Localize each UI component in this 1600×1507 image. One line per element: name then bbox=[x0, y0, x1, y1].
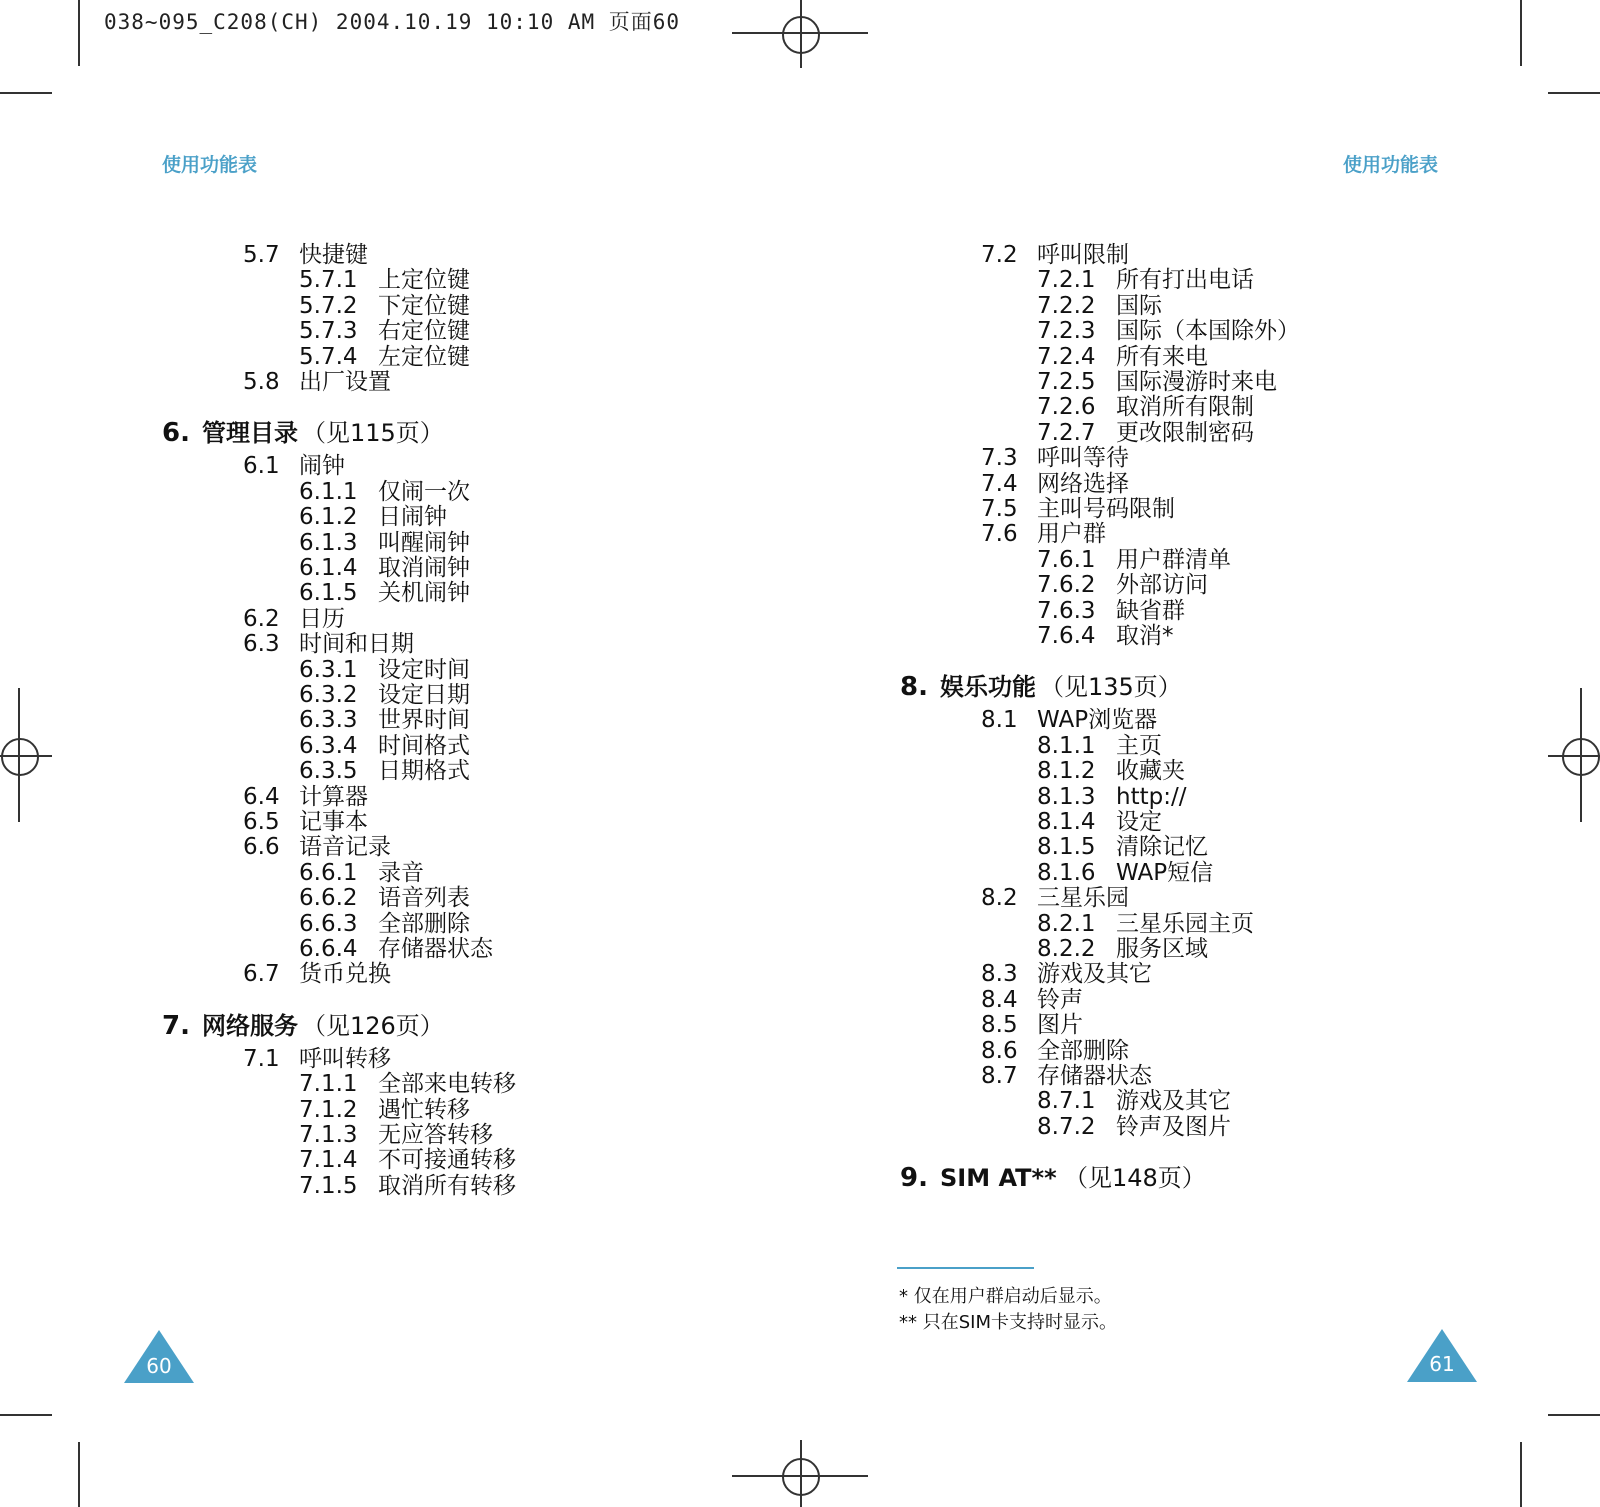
menu-label: 三星乐园 bbox=[1037, 885, 1129, 911]
crop-mark bbox=[1548, 1414, 1600, 1416]
crop-mark bbox=[78, 1442, 80, 1507]
footnote: * 仅在用户群启动后显示。 bbox=[899, 1286, 1112, 1307]
menu-number: 6.3.1 bbox=[299, 657, 358, 683]
menu-number: 7.2.5 bbox=[1037, 369, 1096, 395]
menu-label: 取消* bbox=[1116, 623, 1174, 649]
menu-label: 用户群清单 bbox=[1116, 547, 1231, 573]
menu-label: 国际漫游时来电 bbox=[1116, 369, 1277, 395]
crop-mark bbox=[0, 92, 52, 94]
registration-mark-circle bbox=[1, 738, 39, 776]
menu-label: 用户群 bbox=[1037, 521, 1106, 547]
menu-label: WAP浏览器 bbox=[1037, 707, 1158, 733]
menu-number: 8.7.1 bbox=[1037, 1088, 1096, 1114]
menu-label: 设定 bbox=[1116, 809, 1162, 835]
menu-number: 7.5 bbox=[981, 496, 1018, 522]
menu-label: 出厂设置 bbox=[299, 369, 391, 395]
menu-label: 日闹钟 bbox=[378, 504, 447, 530]
print-header: 038~095_C208(CH) 2004.10.19 10:10 AM 页面60 bbox=[104, 10, 681, 34]
menu-label: 呼叫转移 bbox=[299, 1046, 391, 1072]
menu-label: 服务区域 bbox=[1116, 936, 1208, 962]
menu-number: 6.1.2 bbox=[299, 504, 358, 530]
menu-number: 6.6.4 bbox=[299, 936, 358, 962]
menu-label: 语音记录 bbox=[299, 834, 391, 860]
menu-label: 主叫号码限制 bbox=[1037, 496, 1175, 522]
menu-number: 6.3 bbox=[243, 631, 280, 657]
menu-number: 7.2.7 bbox=[1037, 420, 1096, 446]
menu-label: 网络服务 bbox=[202, 1012, 298, 1040]
menu-number: 6. bbox=[162, 418, 190, 448]
menu-label: 主页 bbox=[1116, 733, 1162, 759]
menu-label: WAP短信 bbox=[1116, 860, 1214, 886]
menu-label: 语音列表 bbox=[378, 885, 470, 911]
menu-number: 7.1.1 bbox=[299, 1071, 358, 1097]
menu-label: 叫醒闹钟 bbox=[378, 530, 470, 556]
menu-label: 图片 bbox=[1037, 1012, 1083, 1038]
crop-mark bbox=[0, 1414, 52, 1416]
menu-label: 货币兑换 bbox=[299, 961, 391, 987]
menu-label: SIM AT** bbox=[940, 1164, 1057, 1192]
menu-label: 左定位键 bbox=[378, 344, 470, 370]
menu-number: 7.6.1 bbox=[1037, 547, 1096, 573]
menu-number: 5.8 bbox=[243, 369, 280, 395]
menu-number: 8.1.1 bbox=[1037, 733, 1096, 759]
menu-label: http:// bbox=[1116, 784, 1187, 810]
menu-label: 设定时间 bbox=[378, 657, 470, 683]
menu-label: 网络选择 bbox=[1037, 471, 1129, 497]
menu-label: 时间格式 bbox=[378, 733, 470, 759]
menu-label: 记事本 bbox=[299, 809, 368, 835]
menu-number: 6.6.2 bbox=[299, 885, 358, 911]
menu-number: 8.2.2 bbox=[1037, 936, 1096, 962]
menu-number: 6.6.1 bbox=[299, 860, 358, 886]
registration-mark-circle bbox=[782, 1458, 820, 1496]
menu-number: 7.2 bbox=[981, 242, 1018, 268]
menu-number: 7.1 bbox=[243, 1046, 280, 1072]
menu-label: 三星乐园主页 bbox=[1116, 911, 1254, 937]
menu-number: 5.7.2 bbox=[299, 293, 358, 319]
menu-label: 管理目录 bbox=[202, 419, 298, 447]
menu-number: 6.4 bbox=[243, 784, 280, 810]
menu-number: 7.6.4 bbox=[1037, 623, 1096, 649]
menu-label: 取消闹钟 bbox=[378, 555, 470, 581]
page-reference: （见115页） bbox=[302, 419, 444, 447]
menu-number: 7.2.1 bbox=[1037, 267, 1096, 293]
menu-number: 7.2.4 bbox=[1037, 344, 1096, 370]
menu-number: 7.1.3 bbox=[299, 1122, 358, 1148]
section-title-right: 使用功能表 bbox=[1343, 154, 1439, 176]
menu-number: 8.1.4 bbox=[1037, 809, 1096, 835]
menu-label: 日期格式 bbox=[378, 758, 470, 784]
menu-label: 外部访问 bbox=[1116, 572, 1208, 598]
menu-number: 8.1 bbox=[981, 707, 1018, 733]
page-number-right: 61 bbox=[1429, 1352, 1455, 1376]
menu-number: 8.1.6 bbox=[1037, 860, 1096, 886]
menu-label: 遇忙转移 bbox=[378, 1097, 470, 1123]
menu-number: 7.4 bbox=[981, 471, 1018, 497]
menu-number: 7.2.6 bbox=[1037, 394, 1096, 420]
menu-number: 8.7 bbox=[981, 1063, 1018, 1089]
menu-number: 7.2.3 bbox=[1037, 318, 1096, 344]
menu-number: 6.3.2 bbox=[299, 682, 358, 708]
page-number-left: 60 bbox=[146, 1354, 172, 1378]
menu-number: 6.1.4 bbox=[299, 555, 358, 581]
menu-number: 7.1.2 bbox=[299, 1097, 358, 1123]
menu-number: 8.1.3 bbox=[1037, 784, 1096, 810]
menu-label: 全部删除 bbox=[1037, 1038, 1129, 1064]
menu-number: 7.3 bbox=[981, 445, 1018, 471]
menu-number: 8.5 bbox=[981, 1012, 1018, 1038]
menu-number: 5.7 bbox=[243, 242, 280, 268]
menu-label: 全部删除 bbox=[378, 911, 470, 937]
crop-mark bbox=[78, 0, 80, 66]
menu-label: 缺省群 bbox=[1116, 598, 1185, 624]
menu-label: 世界时间 bbox=[378, 707, 470, 733]
menu-number: 7.1.4 bbox=[299, 1147, 358, 1173]
menu-number: 7.6.3 bbox=[1037, 598, 1096, 624]
menu-label: 关机闹钟 bbox=[378, 580, 470, 606]
menu-label: 不可接通转移 bbox=[378, 1147, 516, 1173]
page-reference: （见126页） bbox=[302, 1012, 444, 1040]
menu-number: 6.1.1 bbox=[299, 479, 358, 505]
menu-number: 6.6 bbox=[243, 834, 280, 860]
footnote-divider bbox=[897, 1267, 1034, 1269]
menu-label: 铃声及图片 bbox=[1116, 1114, 1231, 1140]
menu-number: 8.2 bbox=[981, 885, 1018, 911]
menu-number: 8.7.2 bbox=[1037, 1114, 1096, 1140]
menu-label: 游戏及其它 bbox=[1037, 961, 1152, 987]
menu-label: 所有打出电话 bbox=[1116, 267, 1254, 293]
menu-number: 6.1.3 bbox=[299, 530, 358, 556]
menu-number: 6.3.5 bbox=[299, 758, 358, 784]
menu-number: 6.7 bbox=[243, 961, 280, 987]
menu-label: 时间和日期 bbox=[299, 631, 414, 657]
menu-label: 取消所有转移 bbox=[378, 1173, 516, 1199]
menu-label: 呼叫限制 bbox=[1037, 242, 1129, 268]
menu-label: 下定位键 bbox=[378, 293, 470, 319]
menu-number: 6.3.3 bbox=[299, 707, 358, 733]
menu-label: 更改限制密码 bbox=[1116, 420, 1254, 446]
menu-number: 7.6.2 bbox=[1037, 572, 1096, 598]
crop-mark bbox=[1520, 0, 1522, 66]
menu-label: 取消所有限制 bbox=[1116, 394, 1254, 420]
menu-label: 国际 bbox=[1116, 293, 1162, 319]
menu-label: 无应答转移 bbox=[378, 1122, 493, 1148]
crop-mark bbox=[1520, 1442, 1522, 1507]
menu-number: 8.1.2 bbox=[1037, 758, 1096, 784]
menu-number: 5.7.4 bbox=[299, 344, 358, 370]
menu-label: 设定日期 bbox=[378, 682, 470, 708]
menu-label: 铃声 bbox=[1037, 987, 1083, 1013]
footnote: ** 只在SIM卡支持时显示。 bbox=[899, 1312, 1117, 1333]
menu-number: 7.6 bbox=[981, 521, 1018, 547]
menu-label: 闹钟 bbox=[299, 453, 345, 479]
menu-label: 国际（本国除外） bbox=[1116, 318, 1300, 344]
page-reference: （见135页） bbox=[1040, 673, 1182, 701]
page-reference: （见148页） bbox=[1064, 1164, 1206, 1192]
menu-label: 呼叫等待 bbox=[1037, 445, 1129, 471]
menu-label: 录音 bbox=[378, 860, 424, 886]
menu-label: 计算器 bbox=[299, 784, 368, 810]
menu-number: 6.2 bbox=[243, 606, 280, 632]
menu-number: 8. bbox=[900, 672, 928, 702]
menu-number: 5.7.1 bbox=[299, 267, 358, 293]
menu-label: 上定位键 bbox=[378, 267, 470, 293]
menu-number: 5.7.3 bbox=[299, 318, 358, 344]
menu-label: 存储器状态 bbox=[1037, 1063, 1152, 1089]
menu-number: 9. bbox=[900, 1163, 928, 1193]
menu-number: 8.3 bbox=[981, 961, 1018, 987]
menu-number: 7.1.5 bbox=[299, 1173, 358, 1199]
menu-label: 存储器状态 bbox=[378, 936, 493, 962]
menu-number: 6.3.4 bbox=[299, 733, 358, 759]
menu-label: 仅闹一次 bbox=[378, 479, 470, 505]
crop-mark bbox=[1548, 92, 1600, 94]
menu-number: 8.1.5 bbox=[1037, 834, 1096, 860]
menu-number: 7.2.2 bbox=[1037, 293, 1096, 319]
menu-number: 6.1.5 bbox=[299, 580, 358, 606]
menu-label: 右定位键 bbox=[378, 318, 470, 344]
menu-label: 收藏夹 bbox=[1116, 758, 1185, 784]
menu-number: 7. bbox=[162, 1011, 190, 1041]
menu-label: 日历 bbox=[299, 606, 345, 632]
menu-number: 8.4 bbox=[981, 987, 1018, 1013]
menu-number: 8.2.1 bbox=[1037, 911, 1096, 937]
menu-number: 6.1 bbox=[243, 453, 280, 479]
section-title-left: 使用功能表 bbox=[162, 154, 258, 176]
menu-number: 6.6.3 bbox=[299, 911, 358, 937]
registration-mark-circle bbox=[782, 16, 820, 54]
menu-label: 游戏及其它 bbox=[1116, 1088, 1231, 1114]
registration-mark-circle bbox=[1562, 738, 1600, 776]
menu-label: 全部来电转移 bbox=[378, 1071, 516, 1097]
menu-label: 所有来电 bbox=[1116, 344, 1208, 370]
menu-number: 8.6 bbox=[981, 1038, 1018, 1064]
menu-label: 娱乐功能 bbox=[940, 673, 1036, 701]
menu-label: 快捷键 bbox=[299, 242, 368, 268]
menu-label: 清除记忆 bbox=[1116, 834, 1208, 860]
menu-number: 6.5 bbox=[243, 809, 280, 835]
